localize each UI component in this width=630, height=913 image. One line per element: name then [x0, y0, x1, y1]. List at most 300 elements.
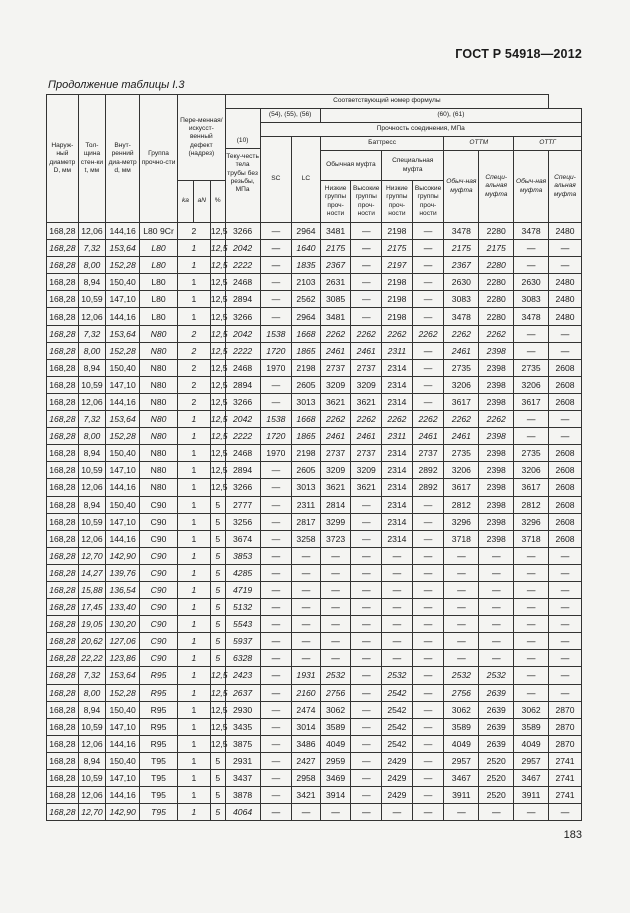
table-cell: — [549, 804, 582, 821]
table-cell: 2429 [382, 752, 413, 769]
table-cell: — [382, 581, 413, 598]
table-cell: 2314 [382, 393, 413, 410]
table-cell: 136,54 [106, 581, 140, 598]
table-cell: 168,28 [47, 274, 79, 291]
table-cell: — [549, 428, 582, 445]
table-cell: — [320, 547, 351, 564]
table-cell: 2741 [549, 752, 582, 769]
table-cell: 19,05 [78, 616, 105, 633]
table-cell: — [444, 650, 479, 667]
table-row [47, 547, 582, 564]
table-cell: 8,94 [78, 359, 105, 376]
table-cell: 2894 [225, 376, 260, 393]
table-cell: 4064 [225, 804, 260, 821]
table-cell: 3718 [444, 530, 479, 547]
table-cell: 5 [210, 564, 225, 581]
table-cell: 147,10 [106, 291, 140, 308]
table-cell: 2737 [351, 359, 382, 376]
table-cell: 2367 [320, 257, 351, 274]
table-cell: 2964 [292, 308, 321, 325]
table-cell: 3478 [444, 223, 479, 240]
formula-54: (54), (55), (56) [260, 109, 320, 123]
table-cell: 3296 [514, 513, 549, 530]
table-cell: 2737 [351, 445, 382, 462]
table-cell: — [260, 804, 292, 821]
table-cell: — [351, 787, 382, 804]
table-cell: 2461 [444, 428, 479, 445]
table-row [47, 223, 582, 240]
table-cell: — [479, 547, 514, 564]
table-cell: 3258 [292, 530, 321, 547]
table-row [47, 633, 582, 650]
table-cell: 2042 [225, 411, 260, 428]
table-cell: 2311 [382, 428, 413, 445]
table-cell: 168,28 [47, 701, 79, 718]
table-cell: 153,64 [106, 411, 140, 428]
table-cell: 8,00 [78, 342, 105, 359]
table-cell: 168,28 [47, 479, 79, 496]
table-cell: 15,88 [78, 581, 105, 598]
table-cell: — [351, 650, 382, 667]
table-row [47, 462, 582, 479]
table-cell: C90 [140, 633, 178, 650]
table-cell: — [479, 581, 514, 598]
table-cell: 6328 [225, 650, 260, 667]
table-cell: — [351, 804, 382, 821]
table-cell: 168,28 [47, 291, 79, 308]
table-cell: 5132 [225, 599, 260, 616]
table-cell: 1 [178, 650, 211, 667]
table-cell: 3206 [444, 462, 479, 479]
table-cell: — [549, 342, 582, 359]
table-cell: 2262 [382, 411, 413, 428]
table-cell: 2461 [320, 428, 351, 445]
table-row [47, 342, 582, 359]
table-cell: 153,64 [106, 240, 140, 257]
table-cell: 150,40 [106, 359, 140, 376]
table-cell: 2639 [479, 684, 514, 701]
table-cell: 3209 [320, 376, 351, 393]
table-cell: 168,28 [47, 342, 79, 359]
table-cell: — [292, 564, 321, 581]
table-cell: 2741 [549, 787, 582, 804]
table-cell: — [351, 770, 382, 787]
table-cell: 2198 [292, 445, 321, 462]
table-cell: 12,5 [210, 684, 225, 701]
table-cell: — [412, 718, 444, 735]
table-cell: 3617 [514, 393, 549, 410]
table-cell: 2198 [382, 291, 413, 308]
table-cell: 5 [210, 513, 225, 530]
table-cell: 2 [178, 393, 211, 410]
table-cell: 3911 [514, 787, 549, 804]
table-cell: 2630 [514, 274, 549, 291]
table-cell: 2198 [382, 308, 413, 325]
table-cell: N80 [140, 376, 178, 393]
table-cell: — [549, 616, 582, 633]
table-cell: 2 [178, 359, 211, 376]
table-cell: 7,32 [78, 240, 105, 257]
table-cell: 1538 [260, 325, 292, 342]
table-cell: 3486 [292, 735, 321, 752]
table-cell: 2314 [382, 479, 413, 496]
table-cell: 1 [178, 633, 211, 650]
table-cell: 1668 [292, 411, 321, 428]
table-cell: 168,28 [47, 462, 79, 479]
table-cell: 139,76 [106, 564, 140, 581]
table-cell: 2197 [382, 257, 413, 274]
table-cell: — [351, 616, 382, 633]
table-cell: 5 [210, 581, 225, 598]
table-cell: — [444, 564, 479, 581]
table-cell: — [260, 240, 292, 257]
table-cell: C90 [140, 616, 178, 633]
table-cell: 2892 [412, 462, 444, 479]
table-cell: 3296 [444, 513, 479, 530]
table-cell: 3266 [225, 223, 260, 240]
table-cell: 3085 [320, 291, 351, 308]
table-caption: Продолжение таблицы I.3 [48, 79, 185, 91]
table-cell: 3299 [320, 513, 351, 530]
table-cell: — [260, 530, 292, 547]
table-cell: — [292, 547, 321, 564]
table-cell: 2222 [225, 257, 260, 274]
table-cell: 1 [178, 616, 211, 633]
table-cell: 3853 [225, 547, 260, 564]
col-yield [225, 109, 260, 223]
table-cell: R95 [140, 701, 178, 718]
table-cell: 147,10 [106, 376, 140, 393]
table-cell: 3674 [225, 530, 260, 547]
table-cell: 5 [210, 804, 225, 821]
table-cell: 8,94 [78, 701, 105, 718]
table-cell: 2637 [225, 684, 260, 701]
table-cell: 12,5 [210, 359, 225, 376]
table-cell: 3467 [444, 770, 479, 787]
table-cell: 150,40 [106, 496, 140, 513]
table-cell: 153,64 [106, 667, 140, 684]
table-cell: 12,06 [78, 787, 105, 804]
table-cell: 3911 [444, 787, 479, 804]
table-cell: 2042 [225, 325, 260, 342]
table-cell: 3478 [514, 308, 549, 325]
col-an: aN [193, 181, 210, 223]
table-cell: 152,28 [106, 428, 140, 445]
table-cell: 3083 [444, 291, 479, 308]
table-cell: 2870 [549, 701, 582, 718]
table-cell: 1865 [292, 428, 321, 445]
table-cell: 1 [178, 411, 211, 428]
table-cell: 5 [210, 752, 225, 769]
table-cell: 3062 [320, 701, 351, 718]
table-cell: — [292, 804, 321, 821]
table-cell: 2 [178, 376, 211, 393]
table-cell: C90 [140, 599, 178, 616]
table-cell: — [351, 684, 382, 701]
table-cell: 123,86 [106, 650, 140, 667]
table-cell: — [382, 804, 413, 821]
table-cell: 1 [178, 274, 211, 291]
table-cell: 168,28 [47, 393, 79, 410]
table-cell: 2735 [514, 445, 549, 462]
table-cell: 3914 [320, 787, 351, 804]
table-cell: — [549, 581, 582, 598]
table-cell: 2930 [225, 701, 260, 718]
table-cell: 3478 [514, 223, 549, 240]
table-cell: 4049 [320, 735, 351, 752]
table-cell: — [412, 513, 444, 530]
table-cell: 8,94 [78, 496, 105, 513]
table-cell: 2737 [320, 359, 351, 376]
table-row [47, 735, 582, 752]
table-cell: — [549, 650, 582, 667]
ottg-special: Специ-альная муфта [549, 151, 582, 223]
table-cell: 150,40 [106, 445, 140, 462]
table-cell: 2175 [444, 240, 479, 257]
table-cell: 10,59 [78, 770, 105, 787]
table-cell: — [260, 770, 292, 787]
table-cell: N80 [140, 325, 178, 342]
table-row [47, 787, 582, 804]
table-cell: — [412, 291, 444, 308]
table-cell: — [514, 633, 549, 650]
table-cell: 2398 [479, 513, 514, 530]
table-cell: 2429 [382, 770, 413, 787]
table-cell: 12,06 [78, 393, 105, 410]
table-cell: — [260, 291, 292, 308]
table-cell: 8,00 [78, 428, 105, 445]
table-cell: 168,28 [47, 752, 79, 769]
table-cell: — [479, 564, 514, 581]
table-cell: C90 [140, 650, 178, 667]
table-cell: 2737 [320, 445, 351, 462]
table-cell: 2631 [320, 274, 351, 291]
table-cell: 2532 [444, 667, 479, 684]
table-cell: — [260, 376, 292, 393]
table-cell: T95 [140, 787, 178, 804]
table-cell: — [260, 633, 292, 650]
table-cell: 22,22 [78, 650, 105, 667]
table-row [47, 445, 582, 462]
table-cell: 2957 [514, 752, 549, 769]
table-cell: — [351, 667, 382, 684]
table-cell: 152,28 [106, 684, 140, 701]
table-cell: — [292, 633, 321, 650]
table-cell: T95 [140, 804, 178, 821]
table-cell: 2 [178, 342, 211, 359]
table-cell: — [549, 667, 582, 684]
strength-heading: Прочность соединения, МПа [260, 123, 581, 137]
table-row [47, 667, 582, 684]
table-cell: 4049 [514, 735, 549, 752]
table-cell: — [320, 650, 351, 667]
table-cell: 2262 [320, 325, 351, 342]
table-cell: — [260, 462, 292, 479]
table-cell: 3621 [320, 393, 351, 410]
table-cell: 3014 [292, 718, 321, 735]
table-cell: — [412, 240, 444, 257]
table-row [47, 308, 582, 325]
table-cell: 3621 [351, 393, 382, 410]
table-cell: 144,16 [106, 735, 140, 752]
table-cell: 142,90 [106, 804, 140, 821]
table-cell: 2262 [351, 411, 382, 428]
table-cell: 1 [178, 718, 211, 735]
table-cell: 3209 [351, 462, 382, 479]
table-cell: 2398 [479, 462, 514, 479]
table-cell: 1 [178, 667, 211, 684]
table-cell: — [412, 393, 444, 410]
table-cell: — [351, 701, 382, 718]
table-cell: 168,28 [47, 581, 79, 598]
table-cell: — [382, 616, 413, 633]
table-cell: 2812 [444, 496, 479, 513]
table-cell: — [514, 684, 549, 701]
table-cell: 3437 [225, 770, 260, 787]
table-cell: 2398 [479, 445, 514, 462]
table-cell: — [260, 684, 292, 701]
table-cell: — [351, 564, 382, 581]
col-sc: SC [260, 137, 292, 223]
table-cell: — [260, 257, 292, 274]
table-cell: 168,28 [47, 804, 79, 821]
table-cell: N80 [140, 462, 178, 479]
table-cell: — [479, 650, 514, 667]
table-cell: 2959 [320, 752, 351, 769]
table-cell: 3481 [320, 308, 351, 325]
table-cell: 2542 [382, 735, 413, 752]
table-cell: 168,28 [47, 411, 79, 428]
table-cell: 2198 [382, 223, 413, 240]
table-cell: 2474 [292, 701, 321, 718]
table-cell: 10,59 [78, 376, 105, 393]
table-cell: — [514, 581, 549, 598]
table-cell: 2520 [479, 752, 514, 769]
table-cell: — [479, 599, 514, 616]
table-cell: — [260, 223, 292, 240]
table-cell: 1720 [260, 342, 292, 359]
table-cell: — [444, 547, 479, 564]
table-cell: — [382, 633, 413, 650]
table-cell: 1720 [260, 428, 292, 445]
table-cell: 3621 [351, 479, 382, 496]
table-cell: 3209 [320, 462, 351, 479]
table-cell: — [514, 325, 549, 342]
table-cell: 1 [178, 240, 211, 257]
table-cell: 3206 [444, 376, 479, 393]
table-cell: C90 [140, 581, 178, 598]
table-cell: — [412, 223, 444, 240]
table-cell: 3617 [514, 479, 549, 496]
table-cell: 2608 [549, 393, 582, 410]
table-cell: 3062 [444, 701, 479, 718]
table-cell: — [549, 411, 582, 428]
table-cell: 150,40 [106, 701, 140, 718]
table-cell: C90 [140, 564, 178, 581]
col-ka: kа [178, 181, 194, 223]
table-cell: 2735 [444, 359, 479, 376]
table-cell: 5937 [225, 633, 260, 650]
table-cell: 168,28 [47, 650, 79, 667]
table-cell: 2280 [479, 257, 514, 274]
table-cell: 3878 [225, 787, 260, 804]
table-cell: 2262 [444, 325, 479, 342]
table-cell: 12,5 [210, 342, 225, 359]
table-cell: — [549, 633, 582, 650]
table-cell: — [351, 308, 382, 325]
col-lc: LC [292, 137, 321, 223]
table-cell: — [549, 325, 582, 342]
table-cell: 2314 [382, 513, 413, 530]
table-cell: 2262 [351, 325, 382, 342]
table-cell: 1 [178, 684, 211, 701]
table-cell: L80 [140, 308, 178, 325]
table-cell: 1 [178, 479, 211, 496]
table-cell: — [351, 547, 382, 564]
table-cell: 1 [178, 257, 211, 274]
table-cell: 2314 [382, 376, 413, 393]
table-row [47, 274, 582, 291]
table-cell: 2367 [444, 257, 479, 274]
table-cell: — [412, 496, 444, 513]
table-cell: 3875 [225, 735, 260, 752]
table-cell: T95 [140, 752, 178, 769]
table-cell: R95 [140, 718, 178, 735]
table-cell: 2480 [549, 308, 582, 325]
table-cell: 8,94 [78, 445, 105, 462]
table-cell: — [514, 547, 549, 564]
table-cell: — [412, 530, 444, 547]
table-cell: 2160 [292, 684, 321, 701]
table-cell: 12,70 [78, 804, 105, 821]
table-cell: — [412, 804, 444, 821]
table-cell: 1538 [260, 411, 292, 428]
table-cell: 8,94 [78, 274, 105, 291]
table-cell: 168,28 [47, 496, 79, 513]
table-row [47, 581, 582, 598]
table-cell: 2 [178, 325, 211, 342]
table-cell: 2630 [444, 274, 479, 291]
table-cell: 1 [178, 735, 211, 752]
special-high: Высокие группы проч-ности [412, 181, 444, 223]
table-cell: 5 [210, 496, 225, 513]
table-cell: 1 [178, 530, 211, 547]
table-cell: 1 [178, 804, 211, 821]
table-cell: 2468 [225, 274, 260, 291]
table-cell: — [444, 581, 479, 598]
table-cell: 2735 [514, 359, 549, 376]
table-cell: 144,16 [106, 393, 140, 410]
buttress-special: Специальная муфта [382, 151, 444, 181]
table-cell: 1 [178, 787, 211, 804]
table-cell: 3589 [444, 718, 479, 735]
table-cell: 2735 [444, 445, 479, 462]
table-cell: C90 [140, 496, 178, 513]
table-cell: 2480 [549, 223, 582, 240]
table-cell: 2 [178, 223, 211, 240]
table-cell: 2542 [382, 718, 413, 735]
table-cell: 3206 [514, 462, 549, 479]
table-cell: 2280 [479, 291, 514, 308]
table-cell: 12,06 [78, 308, 105, 325]
table-cell: 12,06 [78, 223, 105, 240]
table-cell: 1 [178, 581, 211, 598]
table-cell: 2542 [382, 701, 413, 718]
table-cell: 168,28 [47, 718, 79, 735]
table-cell: 8,00 [78, 684, 105, 701]
table-cell: — [292, 581, 321, 598]
table-cell: — [260, 735, 292, 752]
